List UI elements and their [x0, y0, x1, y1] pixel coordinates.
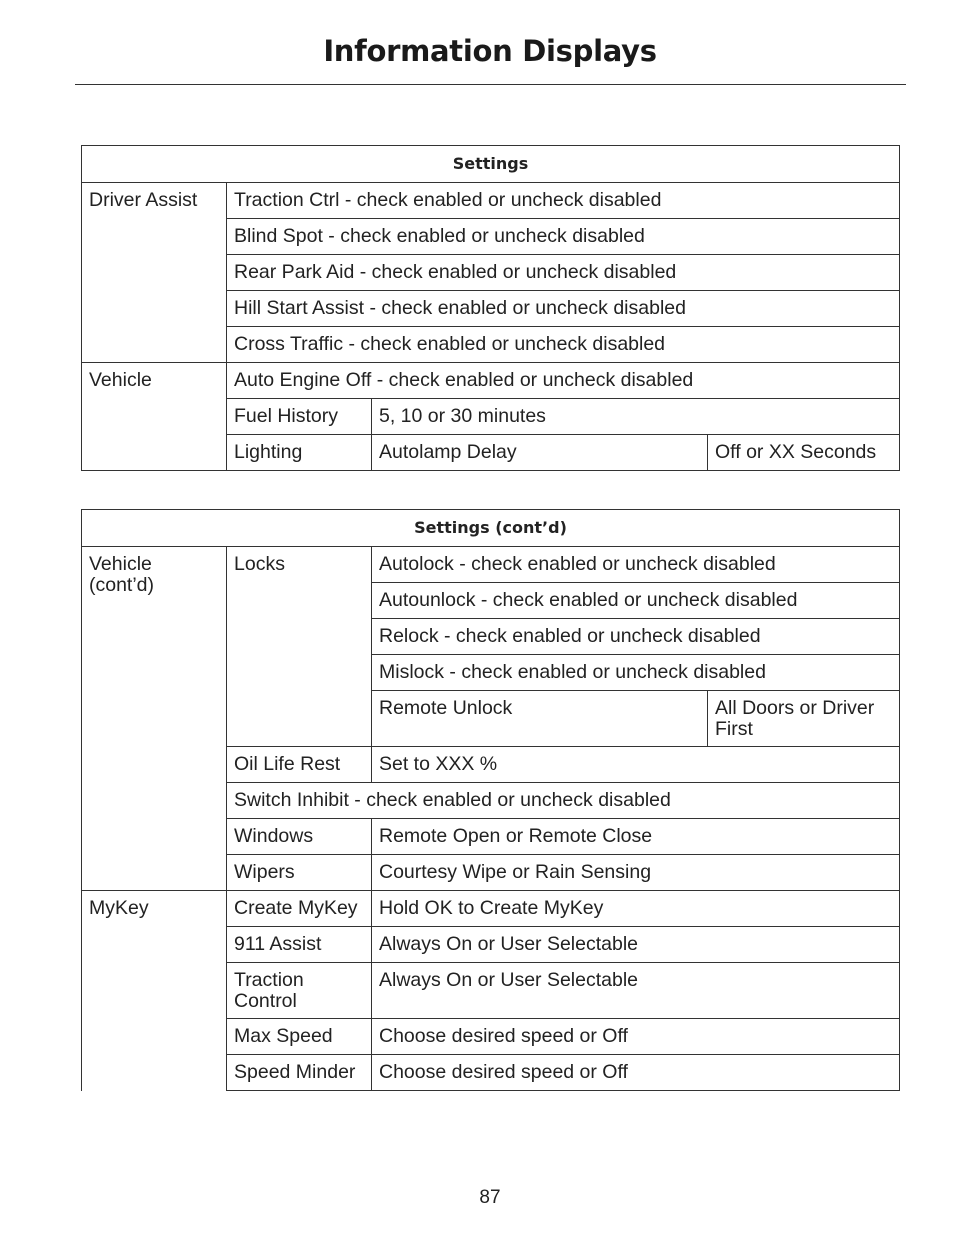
setting-label-911-assist: 911 Assist — [227, 927, 372, 963]
setting-label-traction-control: Traction Control — [227, 963, 372, 1019]
setting-value-create-mykey: Hold OK to Create MyKey — [372, 891, 900, 927]
setting-label-speed-minder: Speed Minder — [227, 1055, 372, 1091]
setting-option-remote-unlock: Remote Unlock — [372, 691, 708, 747]
setting-label-fuel-history: Fuel History — [227, 399, 372, 435]
setting-value-remote-unlock: All Doors or Driver First — [708, 691, 900, 747]
row-label-vehicle-contd: Vehicle (cont’d) — [82, 547, 227, 891]
setting-value-911-assist: Always On or User Selectable — [372, 927, 900, 963]
page-number: 87 — [479, 1187, 501, 1208]
setting-label-lighting: Lighting — [227, 435, 372, 471]
setting-value-speed-minder: Choose desired speed or Off — [372, 1055, 900, 1091]
row-label-vehicle: Vehicle — [82, 363, 227, 471]
setting-cross-traffic: Cross Traffic - check enabled or uncheck disabled — [227, 327, 900, 363]
setting-label-wipers: Wipers — [227, 855, 372, 891]
setting-label-oil-life-reset: Oil Life Rest — [227, 747, 372, 783]
setting-label-locks: Locks — [227, 547, 372, 747]
setting-label-windows: Windows — [227, 819, 372, 855]
setting-rear-park-aid: Rear Park Aid - check enabled or uncheck disabled — [227, 255, 900, 291]
setting-mislock: Mislock - check enabled or uncheck disabled — [372, 655, 900, 691]
settings-table — [81, 145, 900, 471]
table-header: Settings (cont’d) — [82, 510, 900, 547]
table-header: Settings — [82, 146, 900, 183]
settings-contd-table — [81, 509, 900, 1091]
setting-value-max-speed: Choose desired speed or Off — [372, 1019, 900, 1055]
row-label-mykey: MyKey — [82, 891, 227, 1091]
setting-hill-start-assist: Hill Start Assist - check enabled or uncheck disabled — [227, 291, 900, 327]
setting-traction-ctrl: Traction Ctrl - check enabled or uncheck disabled — [227, 183, 900, 219]
setting-label-max-speed: Max Speed — [227, 1019, 372, 1055]
row-label-driver-assist: Driver Assist — [82, 183, 227, 363]
setting-relock: Relock - check enabled or uncheck disabled — [372, 619, 900, 655]
setting-value-autolamp-delay: Off or XX Seconds — [708, 435, 900, 471]
setting-value-oil-life-reset: Set to XXX % — [372, 747, 900, 783]
setting-auto-engine-off: Auto Engine Off - check enabled or uncheck disabled — [227, 363, 900, 399]
setting-switch-inhibit: Switch Inhibit - check enabled or uncheck disabled — [227, 783, 900, 819]
setting-blind-spot: Blind Spot - check enabled or uncheck disabled — [227, 219, 900, 255]
setting-value-traction-control: Always On or User Selectable — [372, 963, 900, 1019]
setting-value-windows: Remote Open or Remote Close — [372, 819, 900, 855]
page-title: Information Displays — [323, 34, 657, 68]
setting-option-autolamp-delay: Autolamp Delay — [372, 435, 708, 471]
setting-label-create-mykey: Create MyKey — [227, 891, 372, 927]
setting-value-wipers: Courtesy Wipe or Rain Sensing — [372, 855, 900, 891]
setting-value-fuel-history: 5, 10 or 30 minutes — [372, 399, 900, 435]
setting-autolock: Autolock - check enabled or uncheck disabled — [372, 547, 900, 583]
title-divider — [75, 84, 906, 85]
setting-autounlock: Autounlock - check enabled or uncheck disabled — [372, 583, 900, 619]
